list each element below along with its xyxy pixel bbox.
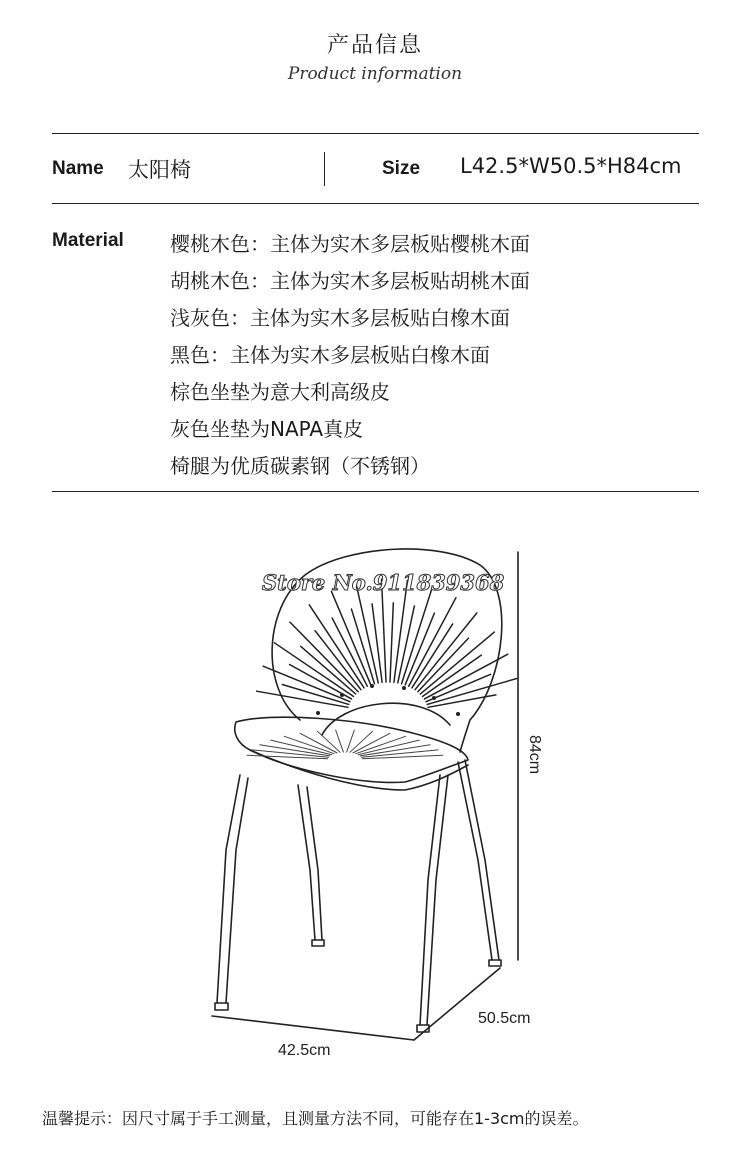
name-value: 太阳椅 — [128, 158, 191, 182]
spoke — [390, 603, 393, 682]
backrest-spokes — [257, 579, 517, 707]
page-subtitle: Product information — [287, 64, 463, 84]
foot-cap — [215, 1003, 228, 1010]
divider-top — [52, 133, 699, 134]
seat-spoke — [353, 733, 390, 753]
leg-front-right-inner — [427, 775, 448, 1025]
store-watermark: Store No.911839368 — [262, 570, 505, 595]
material-item: 棕色坐垫为意大利高级皮 — [170, 380, 390, 404]
material-list — [170, 226, 530, 485]
height-label: 84cm — [526, 735, 543, 775]
spoke — [420, 632, 494, 694]
spoke — [405, 613, 434, 685]
foot-cap — [489, 960, 501, 966]
rivet — [402, 686, 406, 690]
footer-note: 温馨提示：因尺寸属于手工测量，且测量方法不同，可能存在1-3cm的误差。 — [42, 1109, 589, 1128]
material-item: 灰色坐垫为NAPA真皮 — [170, 417, 364, 441]
material-item: 黑色：主体为实木多层板贴白橡木面 — [170, 343, 490, 367]
spec-row-name-size — [52, 152, 699, 186]
foot-cap — [312, 940, 324, 946]
material-item: 椅腿为优质碳素钢（不锈钢） — [170, 454, 430, 478]
material-item: 浅灰色：主体为实木多层板贴白橡木面 — [170, 306, 510, 330]
size-value: L42.5*W50.5*H84cm — [460, 154, 682, 178]
material-item: 樱桃木色：主体为实木多层板贴樱桃木面 — [170, 232, 530, 256]
width-dimension-line — [212, 1016, 414, 1040]
name-label: Name — [52, 158, 104, 179]
spoke — [418, 638, 469, 692]
depth-dimension-line — [414, 968, 500, 1040]
seat-outline — [235, 717, 468, 782]
spoke — [274, 643, 353, 697]
rivet — [340, 693, 344, 697]
rivet — [370, 684, 374, 688]
spoke — [424, 654, 507, 699]
spoke — [409, 598, 456, 687]
rivet — [432, 696, 436, 700]
spoke — [309, 605, 364, 688]
rivet — [316, 711, 320, 715]
rivet — [456, 712, 460, 716]
spoke — [372, 604, 382, 682]
seat-spoke — [300, 733, 337, 753]
spoke — [415, 613, 477, 690]
divider-middle — [52, 203, 699, 204]
backrest-inner-arc — [322, 703, 450, 735]
leg-front-left-inner — [226, 778, 248, 1003]
width-label: 42.5cm — [278, 1042, 331, 1059]
leg-back-right — [458, 762, 492, 960]
chair-dimension-drawing — [200, 540, 560, 1070]
page-title: 产品信息 — [326, 33, 423, 58]
spoke — [257, 691, 348, 707]
seat-spokes — [247, 730, 443, 759]
size-label: Size — [382, 158, 421, 179]
leg-back-right-inner — [465, 760, 499, 960]
depth-label: 50.5cm — [478, 1010, 531, 1027]
leg-back-left — [298, 785, 315, 940]
vertical-divider — [324, 152, 325, 186]
divider-bottom — [52, 491, 699, 492]
spoke — [301, 646, 356, 694]
material-label: Material — [52, 230, 124, 251]
material-item: 胡桃木色：主体为实木多层板贴胡桃木面 — [170, 269, 530, 293]
